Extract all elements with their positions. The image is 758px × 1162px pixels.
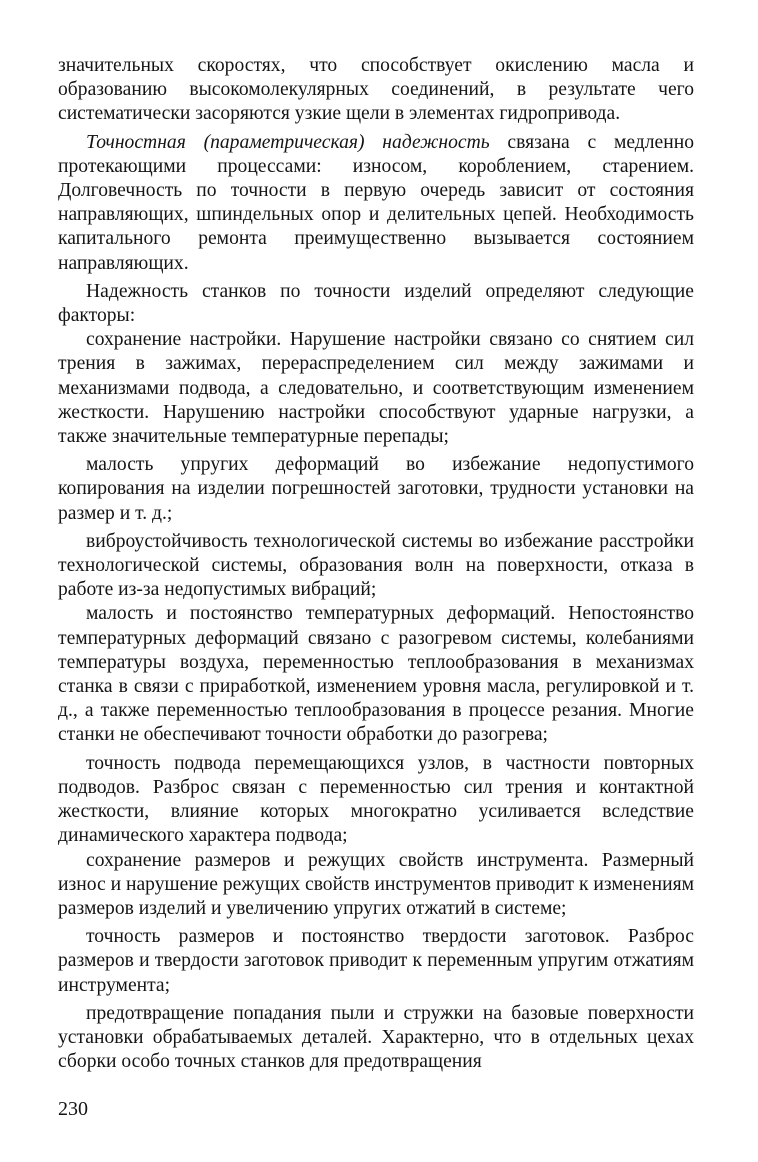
paragraph-text: точность размеров и постоянство твердости заготовок. Разброс размеров и твердости заготовок приводит к переменным упругим отжатиям инструмента; bbox=[58, 926, 694, 996]
list-item bbox=[58, 453, 694, 526]
paragraph-text: малость упругих деформаций во избежание недопустимого копирования на изделии погрешностей заготовки, трудности установки на размер и т. д.; bbox=[58, 454, 694, 524]
list-item bbox=[58, 1002, 694, 1075]
list-item bbox=[58, 849, 694, 922]
paragraph-text: значительных скоростях, что способствует окислению масла и образованию высокомолекулярных соединений, в результате чего систематически засоряются узкие щели в элементах гидропривода. bbox=[58, 55, 694, 125]
paragraph-text: малость и постоянство температурных деформаций. Непостоянство температурных деформаций связано с разогревом системы, колебаниями температуры воздуха, переменностью теплообразования в механизмах станка в связи с приработкой, изменением уровня масла, регулировкой и т. д., а также переменностью теплообразования в процессе резания. Многие станки не обеспечивают точности обработки до разогрева; bbox=[58, 603, 694, 746]
page-number: 230 bbox=[58, 1098, 88, 1120]
paragraph bbox=[58, 54, 694, 127]
list-item bbox=[58, 530, 694, 603]
list-item bbox=[58, 752, 694, 849]
list-item bbox=[58, 328, 694, 449]
paragraph-text: Надежность станков по точности изделий определяют следующие факторы: bbox=[58, 280, 694, 327]
list-item bbox=[58, 602, 694, 747]
paragraph-text: сохранение размеров и режущих свойств инструмента. Размерный износ и нарушение режущих свойств инструментов приводит к изменениям размеров изделий и увеличению упругих отжатий в системе; bbox=[58, 849, 694, 919]
page-body bbox=[58, 54, 694, 1074]
paragraph-text: сохранение настройки. Нарушение настройки связано со снятием сил трения в зажимах, перераспределением сил между зажимами и механизмами подвода, а следовательно, и соответствующим изменением жесткости. Нарушению настройки способствуют ударные нагрузки, а также значительные температурные перепады; bbox=[58, 329, 694, 448]
paragraph-text: связана с медленно протекающими процессами: износом, короблением, старением. Долговечность по точности в первую очередь зависит от состояния направляющих, шпиндельных опор и делительных цепей. Необходимость капитального ремонта преимущественно вызывается состоянием направляющих. bbox=[58, 131, 694, 274]
paragraph-text: виброустойчивость технологической системы во избежание расстройки технологической системы, образования волн на поверхности, отказа в работе из-за недопустимых вибраций; bbox=[58, 530, 694, 601]
paragraph-text: предотвращение попадания пыли и стружки на базовые поверхности установки обрабатываемых деталей. Характерно, что в отдельных цехах сборки особо точных станков для предотвращения bbox=[58, 1002, 694, 1073]
paragraph-lead-italic: Точностная (параметрическая) надежность bbox=[86, 131, 490, 153]
list-item bbox=[58, 925, 694, 998]
paragraph bbox=[58, 131, 694, 276]
paragraph bbox=[58, 280, 694, 328]
paragraph-text: точность подвода перемещающихся узлов, в частности повторных подводов. Разброс связан с переменностью сил трения и контактной жесткости, влияние которых многократно усиливается вследствие динамического характера подвода; bbox=[58, 752, 694, 847]
